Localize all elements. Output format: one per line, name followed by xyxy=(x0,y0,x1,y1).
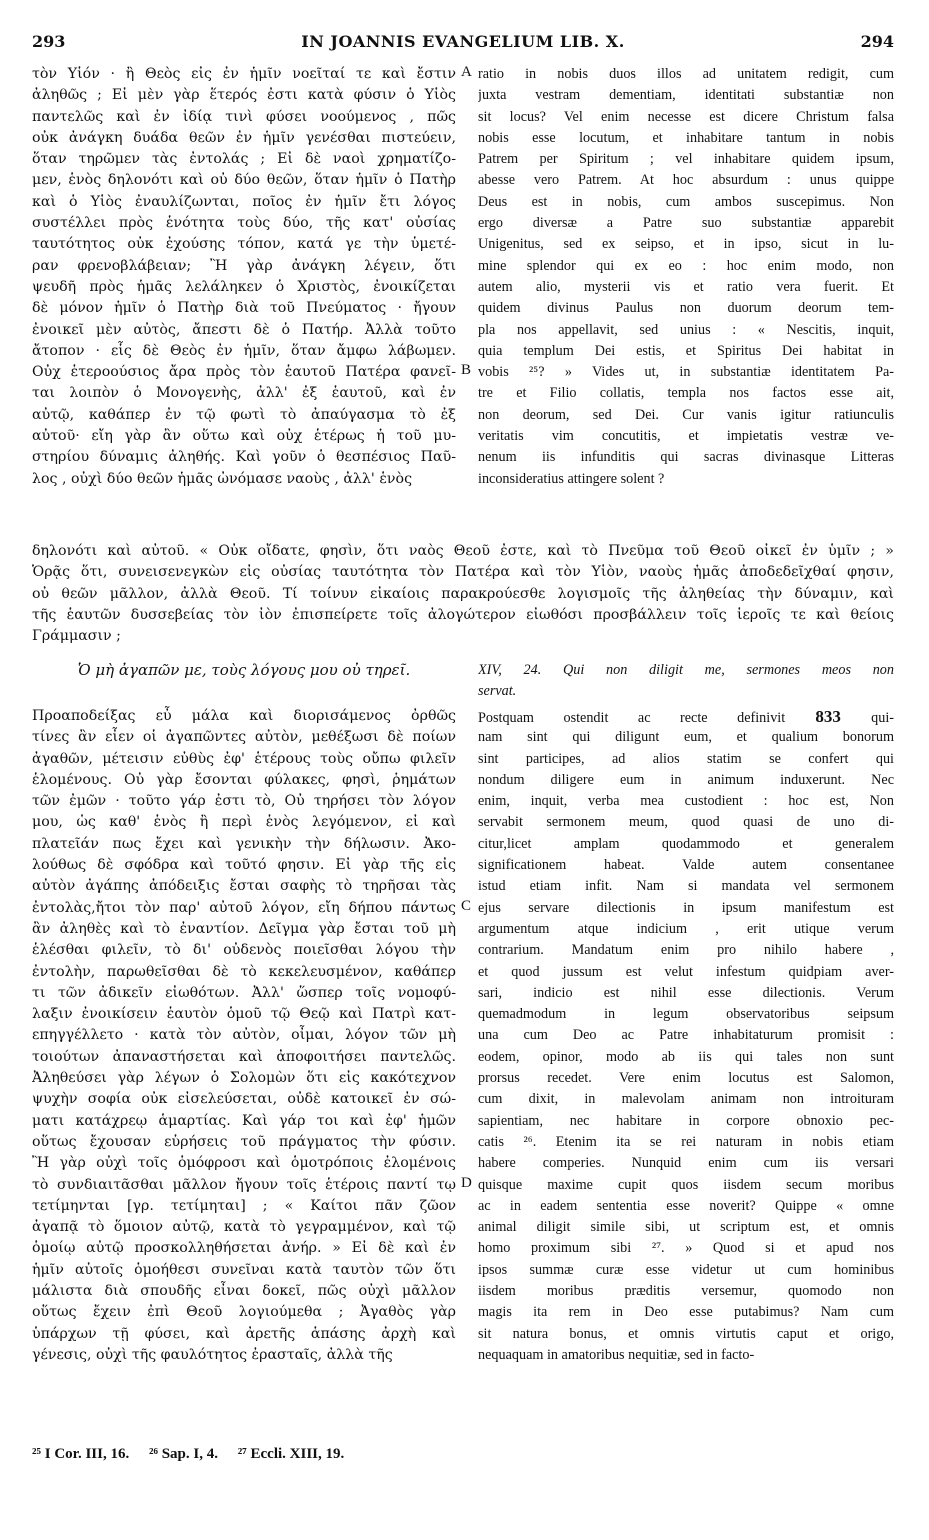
greek-text-line: τῆς ἑαυτῶν δυσσεβείας τὸν ἰὸν ἐπισπείρετε τοῖς ἀλογώτερον εἰωθόσι προσβάλλειν τοῖς ἱεροῖς τε καὶ θείοις xyxy=(32,606,894,623)
margin-letter-b: B xyxy=(461,362,472,378)
greek-text-line: τοιούτων ἀπαναστήσεται καὶ ἀποφοιτήσει παντελῶς. xyxy=(32,1048,456,1065)
latin-text-line: cum dixit, in malevolam animam non introituram xyxy=(478,1091,894,1108)
greek-text-line: λος , οὐχὶ δύο θεῶν ἡμᾶς ὠνόμασε ναοὺς , ἀλλ' ἑνὸς xyxy=(32,470,413,487)
running-header xyxy=(32,32,894,56)
greek-text-line: ἑλομένους. Οὐ γὰρ ἔσονται φύλακες, φησὶ, ῥημάτων xyxy=(32,771,456,788)
latin-text-line: Unigenitus, sed ex seipso, et in ipso, sicut in lu- xyxy=(478,236,894,253)
greek-text-line: ὁμοίῳ αὐτῷ προσκολληθήσεται ἀνήρ. » Εἰ δὲ καὶ ἐν xyxy=(32,1240,456,1257)
latin-text-line: animal diligit simile sibi, ut scriptum est, et omnis xyxy=(478,1219,894,1236)
greek-text-line: τίνες ἂν εἶεν οἱ ἀγαπῶντες αὐτὸν, μεθέξωσι δὲ ποίων xyxy=(32,729,456,746)
greek-text-line: ἑλέσθαι φιλεῖν, τὸ δι' οὐδενὸς ποιεῖσθαι λόγου τὴν xyxy=(32,942,456,959)
greek-text-line: ἄτοπον · εἷς δὲ Θεὸς ἐν ἡμῖν, ὅταν ἄμφω λάβωμεν. xyxy=(32,342,456,359)
latin-text-line: quisque maxime cupit quos iisdem secum moribus xyxy=(478,1176,894,1193)
latin-text-line: Postquam ostendit ac recte definivit 833 qui- xyxy=(478,707,894,726)
latin-text-line: Patrem per Spiritum ; vel inhabitare quidem ipsum, xyxy=(478,151,894,168)
greek-text-line: ἀληθῶς ; Εἰ μὲν γὰρ ἕτερός ἐστι κατὰ φύσιν ὁ Υἱὸς xyxy=(32,87,456,104)
greek-text-line: Οὐχ ἑτεροούσιος ἄρα πρὸς τὸν ἑαυτοῦ Πατέρα φανεῖ- xyxy=(32,364,456,381)
running-title: IN JOANNIS EVANGELIUM LIB. X. xyxy=(301,32,625,51)
greek-text-line: οὕτως ἔχουσαν εὑρήσεις τοῦ πράγματος τὴν φύσιν. xyxy=(32,1133,456,1150)
latin-text-line: vobis ²⁵? » Vides ut, in substantiæ identitatem Pa- xyxy=(478,364,894,381)
greek-text-line: ὅταν τηρῶμεν τὰς ἐντολάς ; Εἰ δὲ ναοὶ χρηματίζο- xyxy=(32,151,456,168)
greek-text-line: τὸν Υἱόν · ἢ Θεὸς εἰς ἐν ἡμῖν νοεῖταί τε καὶ ἔστιν xyxy=(32,66,456,82)
greek-text-line: λαξιν ἐνοικίσειν ἑαυτὸν ὁμοῦ τῷ Θεῷ καὶ Πατρὶ κατ- xyxy=(32,1006,456,1023)
latin-column-top xyxy=(478,64,894,490)
latin-text-line: nobis esse locutum, et inhabitare tantum in nobis xyxy=(478,129,894,146)
latin-text-line: magis ita rem in Deo esse putabimus? Nam cum xyxy=(478,1304,894,1321)
column-number: 833 xyxy=(785,707,872,726)
latin-text-line: nondum diligere eum in animum induxerunt. Nec xyxy=(478,771,894,788)
greek-text-line: τι τῶν ἀδικεῖν εἰωθότων. Ἀλλ' ὥσπερ τοῖς νομοφύ- xyxy=(32,984,456,1001)
latin-text-line: quia templum Dei estis, et Spiritus Dei habitat in xyxy=(478,342,894,359)
latin-text-line: catis ²⁶. Etenim ita se rei naturam in nobis etiam xyxy=(478,1133,894,1150)
latin-text-line: una cum Deo ac Patre inhabitaturum promisit : xyxy=(478,1027,894,1044)
greek-text-line: οὐκ ἀνάγκη δυάδα θεῶν ἐν ἡμῖν γενέσθαι πιστεύειν, xyxy=(32,129,456,146)
greek-text-line: δηλονότι καὶ αὐτοῦ. « Οὐκ οἴδατε, φησὶν, ὅτι ναὸς Θεοῦ ἐστε, καὶ τὸ Πνεῦμα τοῦ Θεοῦ οἰκεῖ ἐν ὑμῖν ; » xyxy=(32,543,894,559)
latin-text-line: enim, inquit, verba mea custodient : hoc est, Non xyxy=(478,793,894,810)
greek-text-line: ἐντολὴν, παρωθεῖσθαι δὲ τὸ κεκελευσμένον, καθάπερ xyxy=(32,963,456,980)
latin-text-line: eodem, opinor, modo ab iis qui tales non sunt xyxy=(478,1048,894,1065)
latin-text-line: ergo diversæ a Patre suo substantiæ apparebit xyxy=(478,215,894,232)
margin-letter-a: A xyxy=(461,64,472,80)
greek-column-top xyxy=(32,64,456,490)
latin-text-line: ejus servare dilectionis in ipsum manifestum est xyxy=(478,899,894,916)
greek-text-line: ψευδῆ πρὸς ἡμᾶς λελάληκεν ὁ Χριστὸς, ἐνοικίζεται xyxy=(32,278,456,295)
latin-text-line: pla nos appellavit, sed unius : « Nescitis, inquit, xyxy=(478,321,894,338)
latin-text-line: veritatis vim concutitis, et impietatis vestræ ve- xyxy=(478,428,894,445)
greek-text-line: μάλιστα διὰ σπουδῆς εἶναι δοκεῖ, πῶς οὐχὶ μᾶλλον xyxy=(32,1283,456,1300)
latin-text-line: ratio in nobis duos illos ad unitatem redigit, cum xyxy=(478,66,894,82)
latin-text-line: tre et Filio collatis, templa nos factos esse ait, xyxy=(478,385,894,402)
greek-text-line: Ἀληθεύσει γὰρ λέγων ὁ Σολομὼν ὅτι εἰς κακότεχνον xyxy=(32,1070,456,1087)
latin-text-line: nenum iis infunditis qui sacras divinasque Litteras xyxy=(478,449,894,466)
latin-column-bottom xyxy=(478,706,894,1366)
greek-text-line: ταυτότητος οὐκ ἐχούσης τόπον, κατά γε τὴν ὑμετέ- xyxy=(32,236,456,253)
latin-heading-line: XIV, 24. Qui non diligit me, sermones meos non xyxy=(478,662,894,678)
latin-text-line: inconsideratius attingere solent ? xyxy=(478,470,665,487)
greek-text-line: Ὁρᾷς ὅτι, συνεισενεγκὼν εἰς οὐσίας ταυτότητα τὸν Πατέρα καὶ τὸν Υἱὸν, ναοὺς ἡμᾶς ἀποδεδεῖχθαί φησιν, xyxy=(32,564,894,581)
greek-text-line: δὲ μόνον ἡμῖν ὁ Πατὴρ διὰ τοῦ Πνεύματος · ἤγουν xyxy=(32,300,456,317)
latin-text-line: autem alio, mysterii vis et ratio vera fuerit. Et xyxy=(478,278,894,295)
latin-text-line: contrarium. Mandatum enim pro nihilo habere , xyxy=(478,942,894,959)
greek-text-line: αὐτὸν ἀγάπης ἀπόδειξις ἔσται σαφὴς τὸ τηρῆσαι τὰς xyxy=(32,878,456,895)
latin-text-line: juxta vestram dementiam, identitati substantiæ non xyxy=(478,87,894,104)
greek-text-line: Ἢ γὰρ οὐχὶ τοῖς ὁμόφροσι καὶ ὁμοτρόποις ἐλομένοις xyxy=(32,1155,456,1172)
latin-text-line: servabit sermonem meum, quod quasi de uno di- xyxy=(478,814,894,831)
footnotes xyxy=(32,1446,360,1463)
latin-text-line: Deus est in nobis, cum ambos suscepimus. Non xyxy=(478,193,894,210)
latin-text-line: ipsos summæ curæ esse videtur ut cum hominibus xyxy=(478,1261,894,1278)
latin-text-line: nam sint qui diligunt eum, et qualium bonorum xyxy=(478,729,894,746)
greek-text-line: μου, ὡς καθ' ἑνὸς ἢ περὶ ἑνὸς λεγόμενον, εἰ καὶ xyxy=(32,814,456,831)
latin-text-line: argumentum atque indicium , erit utique verum xyxy=(478,920,894,937)
greek-text-line: ὑπάρχων τῇ φύσει, καὶ ἀρετῆς ἁπάσης ἀρχὴ καὶ xyxy=(32,1325,456,1342)
greek-text-line: ραν φρενοβλάβειαν; Ἢ γὰρ ἀνάγκη λέγειν, ὅτι xyxy=(32,257,456,274)
latin-heading xyxy=(478,660,894,703)
latin-text-line: quidem divinus Paulus non duorum deorum tem- xyxy=(478,300,894,317)
greek-text-line: ἐντολὰς,ἤτοι τὸν παρ' αὐτοῦ λόγον, εἴη δήπου πάντως xyxy=(32,899,456,916)
greek-column-bottom xyxy=(32,706,456,1366)
latin-text-line: quemadmodum in legum observatoribus seipsum xyxy=(478,1006,894,1023)
latin-text-line: sit natura bonus, et omnis virtutis caput et origo, xyxy=(478,1325,894,1342)
latin-text-line: sint participes, ad alios statim se confert qui xyxy=(478,750,894,767)
greek-text-line: στηρίου δύναμις ἀληθής. Καὶ γοῦν ὁ θεσπέσιος Παῦ- xyxy=(32,449,456,466)
greek-text-line: επηγγέλλετο · κατὰ τὸν αὐτὸν, οἶμαι, λόγον τῶν μὴ xyxy=(32,1027,456,1044)
latin-text-line: abesse vero Patrem. At hoc absurdum : unus quippe xyxy=(478,172,894,189)
footnote-27: ²⁷ Eccli. XIII, 19. xyxy=(237,1446,345,1462)
page-number-left: 293 xyxy=(32,32,66,51)
latin-text-line: sit locus? Vel enim necesse est dicere Christum falsa xyxy=(478,108,894,125)
greek-text-line: καὶ ὁ Υἱὸς ἐναυλίζωνται, ποῖος ἐν ἡμῖν ἔτι λόγος xyxy=(32,193,456,210)
latin-text-line: habere comperies. Nunquid enim cum iis versari xyxy=(478,1155,894,1172)
greek-text-line: ἐνοικεῖ μὲν αὐτὸς, ἄπεστι δὲ ὁ Πατήρ. Ἀλλὰ τοῦτο xyxy=(32,321,456,338)
latin-text-line: sapientiam, nec habitare in corpore obnoxio pec- xyxy=(478,1112,894,1129)
greek-text-line: Γράμμασιν ; xyxy=(32,628,121,645)
page-number-right: 294 xyxy=(860,32,894,51)
latin-text-line: significationem habeat. Valde autem consentanee xyxy=(478,857,894,874)
latin-text-line: homo proximum sibi ²⁷. » Quod si et apud nos xyxy=(478,1240,894,1257)
latin-text-line: iisdem moribus præditis versemur, quomodo non xyxy=(478,1283,894,1300)
greek-text-line: τετίμηνται [γρ. τετίμηται] ; « Καίτοι πᾶν ζῶον xyxy=(32,1197,456,1214)
latin-text-line: non deorum, sed Dei. Cur vanis igitur ratiunculis xyxy=(478,406,894,423)
greek-heading-text: Ὁ μὴ ἀγαπῶν με, τοὺς λόγους μου οὐ τηρεῖ. xyxy=(77,661,411,679)
greek-full-width xyxy=(32,541,894,647)
greek-text-line: γένεσις, οὐχὶ τῆς φαυλότητος ἐρασταῖς, ἀλλὰ τῆς xyxy=(32,1346,393,1363)
greek-text-line: ται λοιπὸν ὁ Μονογενὴς, ἀλλ' ἐξ ἑαυτοῦ, καὶ ἐν xyxy=(32,385,456,402)
greek-text-line: οὐ θεῶν μᾶλλον, ἀλλὰ Θεοῦ. Τί τοίνυν εἰκαίοις παρακρούεσθε λογισμοῖς τῆς ἀληθείας τὴν δύναμιν, καὶ xyxy=(32,585,894,602)
greek-text-line: λούθως δὲ σφόδρα καὶ τοῦτό φησιν. Εἰ γὰρ τῆς εἰς xyxy=(32,857,456,874)
greek-text-line: αὐτῷ, καθάπερ ἐν τῷ φωτὶ τὸ ἀπαύγασμα τὸ ἐξ xyxy=(32,406,456,423)
footnote-25: ²⁵ I Cor. III, 16. xyxy=(32,1446,130,1462)
margin-letter-c: C xyxy=(461,898,472,914)
latin-text-line: citur,licet amplam quodammodo et generalem xyxy=(478,835,894,852)
greek-text-line: μεν, ἑνὸς δηλονότι καὶ οὐ δύο θεῶν, ὅταν ἡμῖν ὁ Πατὴρ xyxy=(32,172,456,189)
greek-text-line: ἂν ἀληθὲς καὶ τὸ ἐναντίον. Δεῖγμα γὰρ ἔσται τοῦ μὴ xyxy=(32,920,456,937)
latin-text-line: mine splendor qui ex eo : hoc enim modo, non xyxy=(478,257,894,274)
latin-text-fragment: qui- xyxy=(871,710,894,726)
latin-text-line: et quod jussum est velut infestum quidpiam aver- xyxy=(478,963,894,980)
greek-text-line: ματι κατάχρεῳ ἁμαρτίας. Καὶ γάρ τοι καὶ ἐφ' ἡμῶν xyxy=(32,1112,456,1129)
greek-heading xyxy=(32,660,456,681)
greek-text-line: συστέλλει πρὸς ἑνότητα τοὺς δύο, τῆς κατ' οὐσίας xyxy=(32,215,456,232)
latin-text-line: ac in eadem sententia esse noverit? Quippe « omne xyxy=(478,1197,894,1214)
greek-text-line: ἀγαπᾷ τὸ ὅμοιον αὐτῷ, κατὰ τὸ γεγραμμένον, καὶ τῷ xyxy=(32,1219,456,1236)
greek-text-line: Προαποδείξας εὖ μάλα καὶ διορισάμενος ὀρθῶς xyxy=(32,708,456,724)
greek-text-line: ψυχὴν σοφία οὐκ εἰσελεύσεται, οὐδὲ κατοικεῖ ἐν σώ- xyxy=(32,1091,456,1108)
latin-heading-line: servat. xyxy=(478,683,517,700)
latin-text-line: nequaquam in amatoribus nequitiæ, sed in facto- xyxy=(478,1346,755,1363)
greek-text-line: ἡμῖν αὐτοῖς ὁμοήθεσι συνεῖναι κατὰ ταυτὸν τῶν ὅτι xyxy=(32,1261,456,1278)
greek-text-line: ἀγαθῶν, μέτεισιν εὐθὺς ἐφ' ἑτέρους τοὺς οὔπω φιλεῖν xyxy=(32,750,456,767)
latin-text-line: prorsus recedet. Vere enim locutus est Salomon, xyxy=(478,1070,894,1087)
footnote-26: ²⁶ Sap. I, 4. xyxy=(148,1446,218,1462)
greek-text-line: παντελῶς καὶ ἐν ἰδίᾳ τινὶ φύσει νοούμενος , πῶς xyxy=(32,108,456,125)
greek-text-line: πλατεῖάν πως ἔχει καὶ γενικὴν τὴν δήλωσιν. Ἀκο- xyxy=(32,835,456,852)
greek-text-line: τὸ συνδιαιτᾶσθαι μᾶλλον ἤγουν τοῖς ἑτέροις παντί τῳ xyxy=(32,1176,456,1193)
latin-text-line: sari, indicio est nihil esse dilectionis. Verum xyxy=(478,984,894,1001)
greek-text-line: αὐτοῦ· εἴη γὰρ ἂν οὕτω καὶ οὐχ ἑτέρως ἡ τοῦ μυ- xyxy=(32,428,456,445)
latin-text-line: istud etiam infit. Nam si mandata vel sermonem xyxy=(478,878,894,895)
greek-text-line: τῶν ἐμῶν · τοῦτο γάρ ἐστι τὸ, Οὐ τηρήσει τὸν λόγον xyxy=(32,793,456,810)
greek-text-line: οὕτως ἔχειν ἐπὶ Θεοῦ λογιούμεθα ; Ἀγαθὸς γὰρ xyxy=(32,1304,456,1321)
margin-letter-d: D xyxy=(461,1175,472,1191)
